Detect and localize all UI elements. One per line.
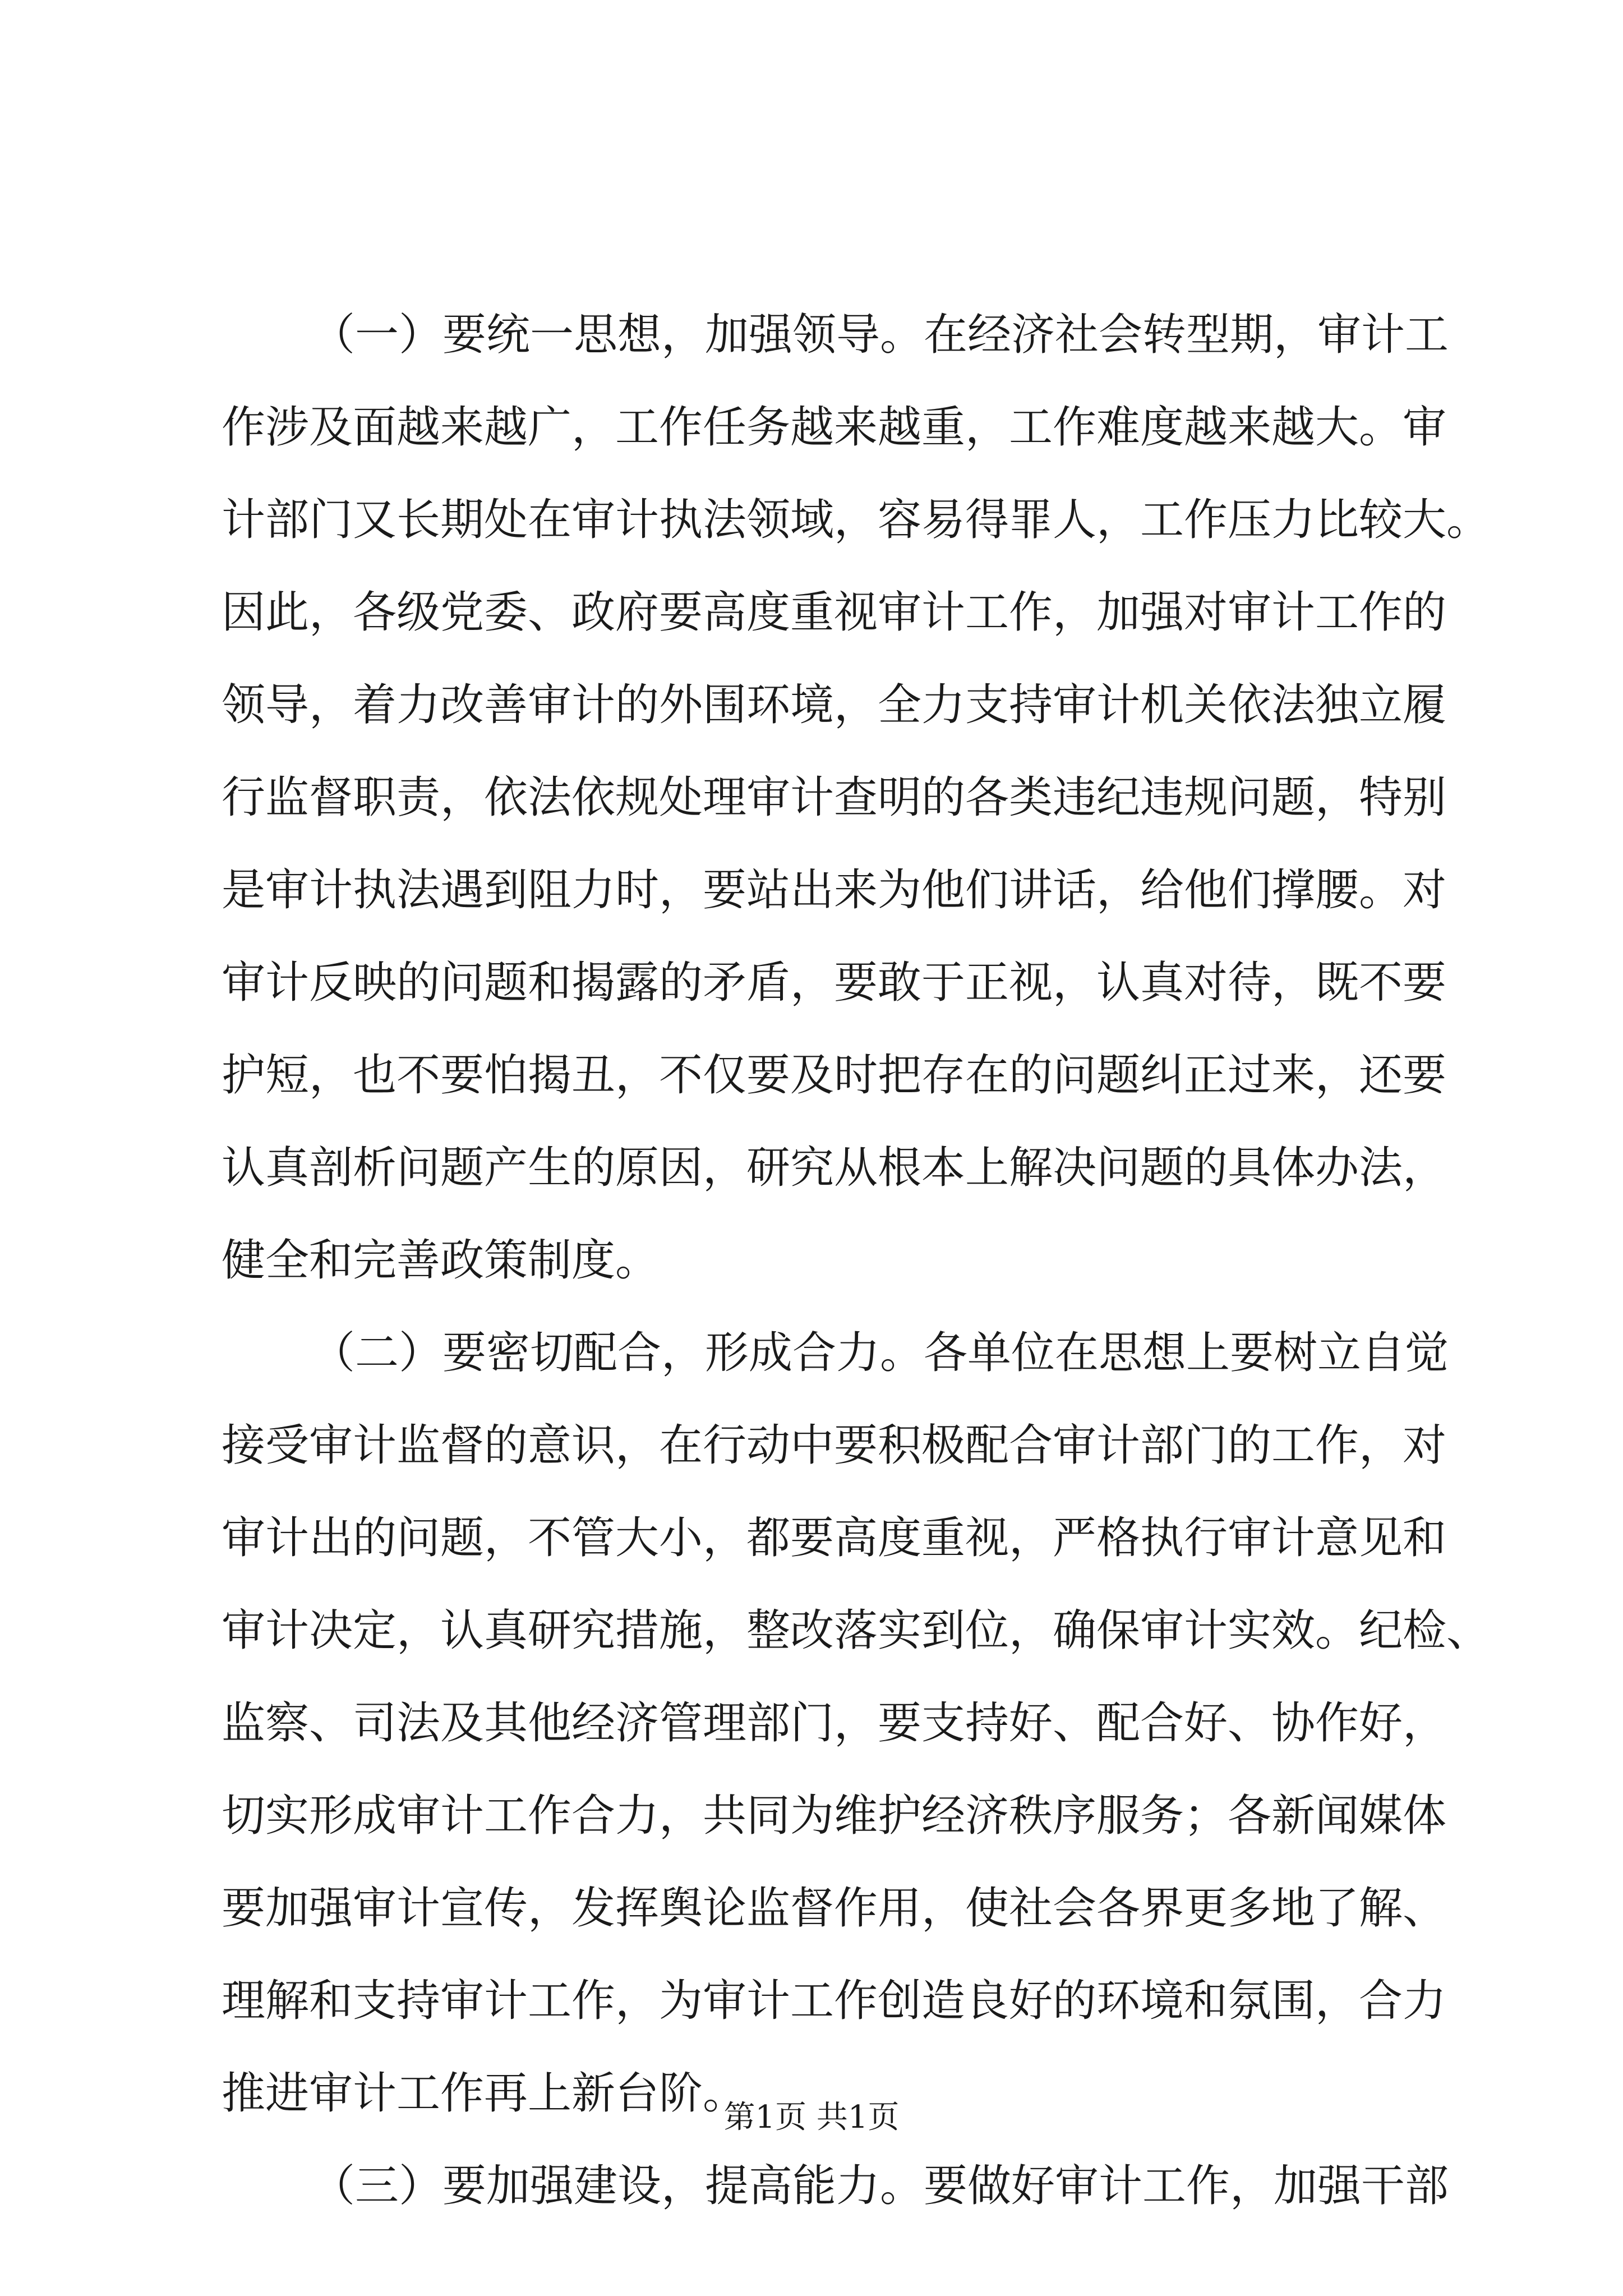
text-line: 审计反映的问题和揭露的矛盾，要敢于正视，认真对待，既不要 [222,958,1447,1008]
text-line: 护短，也不要怕揭丑，不仅要及时把存在的问题纠正过来，还要 [222,1050,1447,1101]
text-line: （三）要加强建设，提高能力。要做好审计工作，加强干部 [311,2161,1449,2211]
text-line: 领导，着力改善审计的外围环境，全力支持审计机关依法独立履 [222,680,1447,730]
text-line: 认真剖析问题产生的原因，研究从根本上解决问题的具体办法， [222,1143,1447,1193]
text-line: 计部门又长期处在审计执法领域，容易得罪人，工作压力比较大。 [222,495,1491,545]
text-line: 接受审计监督的意识，在行动中要积极配合审计部门的工作，对 [222,1420,1447,1471]
paragraph-1 [222,289,1491,1307]
text-line: （二）要密切配合，形成合力。各单位在思想上要树立自觉 [311,1328,1449,1378]
text-line: 审计出的问题，不管大小，都要高度重视，严格执行审计意见和 [222,1513,1447,1563]
text-line: 切实形成审计工作合力，共同为维护经济秩序服务；各新闻媒体 [222,1791,1447,1841]
text-line: 监察、司法及其他经济管理部门，要支持好、配合好、协作好， [222,1698,1447,1749]
page-footer [0,2095,1623,2140]
text-line: 因此，各级党委、政府要高度重视审计工作，加强对审计工作的 [222,587,1447,638]
text-line: 行监督职责，依法依规处理审计查明的各类违纪违规问题，特别 [222,772,1447,823]
text-line: 作涉及面越来越广，工作任务越来越重，工作难度越来越大。审 [222,402,1447,453]
paragraph-2 [222,1307,1491,2140]
page-number: 第1页 共1页 [723,2099,900,2136]
text-line: 理解和支持审计工作，为审计工作创造良好的环境和氛围，合力 [222,1976,1447,2026]
text-line: 是审计执法遇到阻力时，要站出来为他们讲话，给他们撑腰。对 [222,865,1447,915]
paragraph-3 [222,2140,1449,2233]
text-line: 审计决定，认真研究措施，整改落实到位，确保审计实效。纪检、 [222,1605,1491,1656]
text-line: 健全和完善政策制度。 [222,1235,660,1286]
document-body [222,289,1491,2233]
text-line: 要加强审计宣传，发挥舆论监督作用，使社会各界更多地了解、 [222,1883,1447,1934]
text-line: 推进审计工作再上新台阶。 [222,2068,747,2119]
text-line: （一）要统一思想，加强领导。在经济社会转型期，审计工 [311,310,1449,360]
